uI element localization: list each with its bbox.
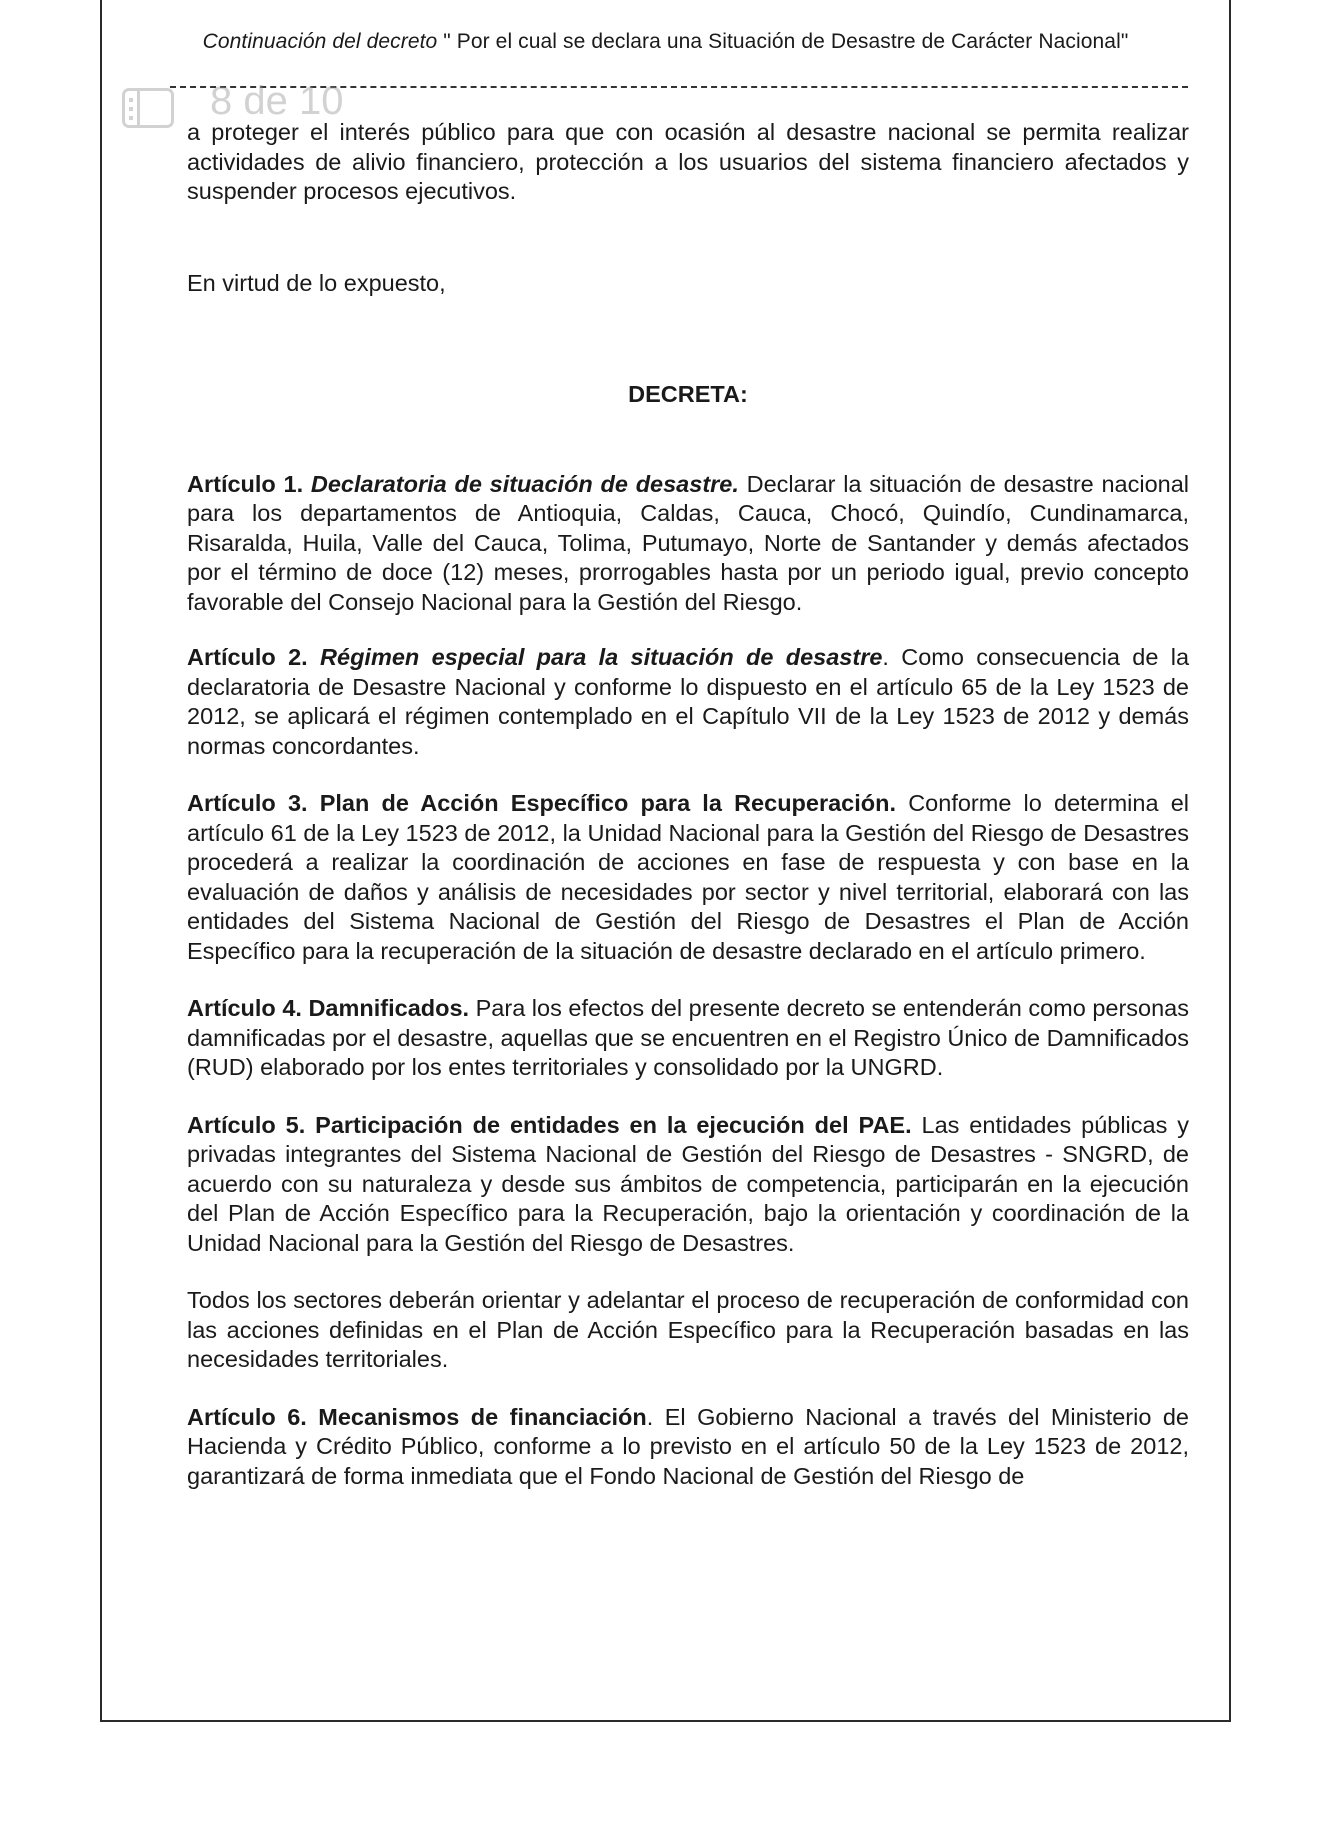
article-4: [187, 994, 1189, 1083]
article-4-body: Para los efectos del presente decreto se entenderán como personas damnificadas por el desastre, aquellas que se encuentren en el Registro Único de Damnificados (RUD) elaborado por los entes territoriales y consolidado por la UNGRD.: [187, 995, 1190, 1080]
article-1: [187, 470, 1189, 618]
article-1-title: Declaratoria de situación de desastre.: [310, 470, 739, 497]
article-6-label: Artículo 6. Mecanismos de financiación: [187, 1403, 647, 1430]
header-title: " Por el cual se declara una Situación de Desastre de Carácter Nacional": [437, 30, 1129, 53]
document-body: [187, 118, 1189, 1491]
intro-paragraph: a proteger el interés público para que con ocasión al desastre nacional se permita realizar actividades de alivio financiero, protección a los usuarios del sistema financiero afectados y suspender procesos ejecutivos.: [187, 119, 1189, 204]
sidebar-page-icon[interactable]: [122, 88, 174, 128]
article-1-label: Artículo 1.: [187, 470, 304, 497]
article-5: [187, 1111, 1189, 1259]
article-2-title: Régimen especial para la situación de desastre: [320, 644, 883, 670]
decreta-heading: DECRETA:: [628, 381, 748, 407]
article-3-label: Artículo 3. Plan de Acción Específico para la Recuperación.: [187, 790, 897, 816]
page-number-label: 8 de 10: [210, 78, 344, 123]
running-header: [102, 30, 1229, 54]
article-3: [187, 789, 1189, 966]
page-border-bottom: [100, 1720, 1231, 1722]
page-border-left: [100, 0, 102, 1722]
preamble: En virtud de lo expuesto,: [187, 269, 446, 296]
article-1-body: Declarar la situación de desastre nacional para los departamentos de Antioquia, Caldas, Cauca, Chocó, Quindío, Cundinamarca, Risaralda, Huila, Valle del Cauca, Tolima, Putumayo, Norte de Santander y demás afectados por el término de doce (12) meses, prorrogables hasta por un periodo igual, previo concepto favorable del Consejo Nacional para la Gestión del Riesgo.: [187, 470, 1189, 615]
article-5-label: Artículo 5. Participación de entidades en la ejecución del PAE.: [187, 1111, 912, 1138]
article-2-label: Artículo 2.: [187, 644, 308, 670]
article-4-label: Artículo 4. Damnificados.: [187, 995, 470, 1021]
article-6: [187, 1403, 1189, 1492]
article-5-body: Las entidades públicas y privadas integrantes del Sistema Nacional de Gestión del Riesgo de Desastres - SNGRD, de acuerdo con su naturaleza y desde sus ámbitos de competencia, participarán en la ejecución del Plan de Acción Específico para la Recuperación, bajo la orientación y coordinación de la Unidad Nacional para la Gestión del Riesgo de Desastres.: [187, 1111, 1189, 1256]
article-6-body: . El Gobierno Nacional a través del Ministerio de Hacienda y Crédito Público, conforme a lo previsto en el artículo 50 de la Ley 1523 de 2012, garantizará de forma inmediata que el Fondo Nacional de Gestión del Riesgo de: [187, 1403, 1189, 1489]
header-prefix: Continuación del decreto: [202, 30, 438, 53]
article-2-body: . Como consecuencia de la declaratoria de Desastre Nacional y conforme lo dispuesto en el artículo 65 de la Ley 1523 de 2012, se aplicará el régimen contemplado en el Capítulo VII de la Ley 1523 de 2012 y demás normas concordantes.: [187, 644, 1190, 759]
article-3-body: Conforme lo determina el artículo 61 de la Ley 1523 de 2012, la Unidad Nacional para la Gestión del Riesgo de Desastres procederá a realizar la coordinación de acciones en fase de respuesta y con base en la evaluación de daños y análisis de necesidades por sector y nivel territorial, elaborará con las entidades del Sistema Nacional de Gestión del Riesgo de Desastres el Plan de Acción Específico para la recuperación de la situación de desastre declarado en el artículo primero.: [187, 790, 1189, 964]
page-border-right: [1229, 0, 1231, 1722]
article-2: [187, 643, 1189, 761]
article-5-extra: Todos los sectores deberán orientar y adelantar el proceso de recuperación de conformidad con las acciones definidas en el Plan de Acción Específico para la Recuperación basadas en las necesidades territoriales.: [187, 1287, 1189, 1372]
